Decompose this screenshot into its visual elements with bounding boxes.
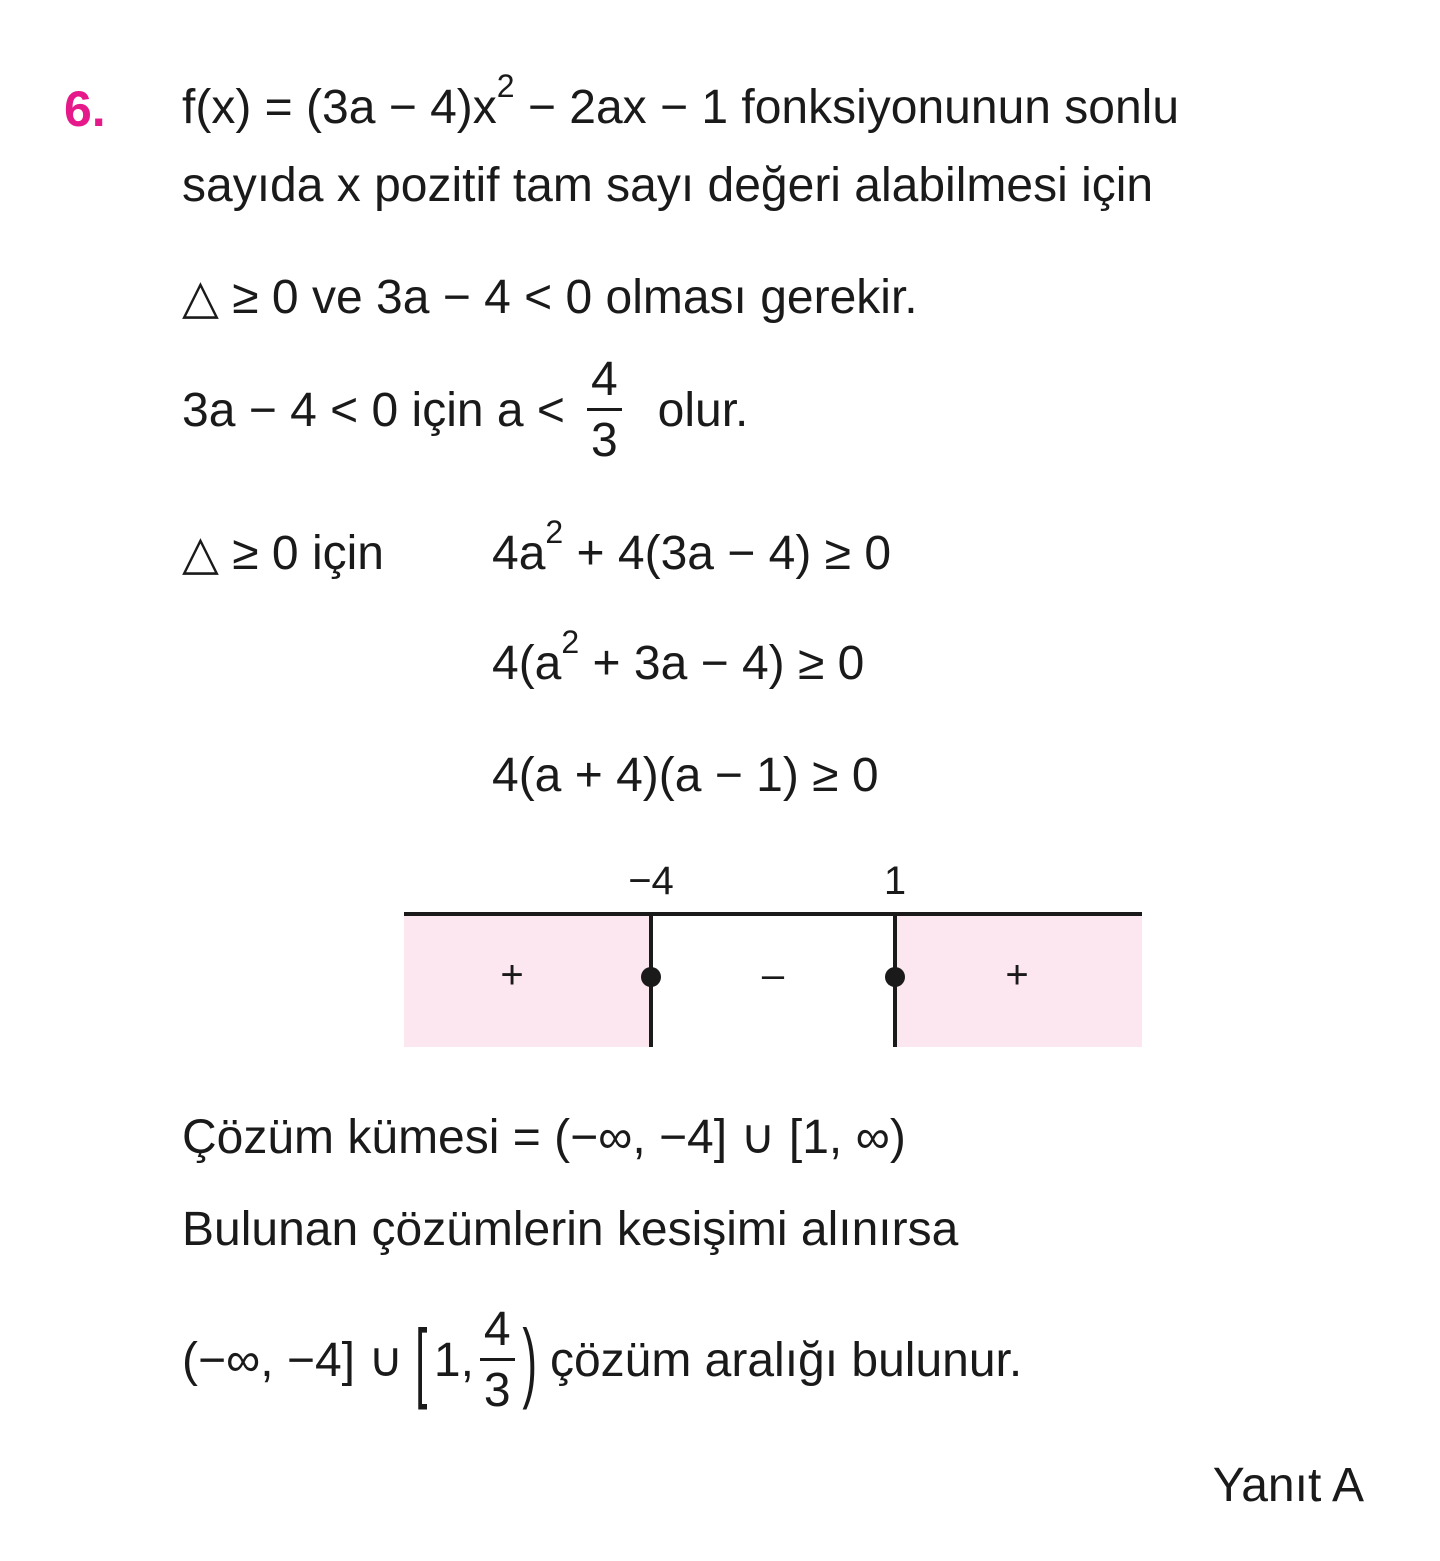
problem-statement-line-2: sayıda x pozitif tam sayı değeri alabilmesi için (182, 159, 1154, 212)
step-1-inequality: 3a − 4 < 0 için a < (182, 383, 565, 437)
equation-2 (492, 624, 865, 690)
root-dot-left (641, 967, 661, 987)
final-interval-part-2: 1, (433, 1333, 474, 1387)
equation-1-exponent: 2 (545, 514, 564, 550)
sign-chart (400, 850, 1150, 1050)
equation-1-part-1: 4a (492, 527, 546, 580)
fraction-four-thirds (587, 353, 622, 467)
equation-1-part-2: + 4(3a − 4) ≥ 0 (563, 527, 892, 580)
condition-line: △ ≥ 0 ve 3a − 4 < 0 olması gerekir. (182, 271, 918, 324)
final-fraction-four-thirds (480, 1303, 515, 1417)
equation-2-part-1: 4(a (492, 637, 562, 690)
exponent: 2 (496, 68, 515, 104)
solution-set-line: Çözüm kümesi = (−∞, −4] ∪ [1, ∞) (182, 1111, 906, 1164)
equation-2-part-2: + 3a − 4) ≥ 0 (579, 637, 865, 690)
equation-1 (492, 514, 892, 580)
function-definition-part-2: − 2ax − 1 fonksiyonunun sonlu (514, 81, 1180, 134)
step-1-line (182, 353, 749, 467)
sign-middle: – (761, 953, 785, 997)
equation-2-exponent: 2 (561, 624, 580, 660)
problem-number: 6. (64, 81, 106, 137)
equation-3: 4(a + 4)(a − 1) ≥ 0 (492, 749, 879, 802)
final-interval-line (182, 1303, 1023, 1417)
open-bracket: [ (415, 1310, 428, 1410)
root-label-one: 1 (883, 859, 907, 903)
fraction-denominator: 3 (590, 414, 618, 467)
sign-right: + (1005, 953, 1029, 997)
step-1-conclusion: olur. (657, 383, 749, 437)
fraction-numerator: 4 (590, 353, 618, 406)
function-definition-part-1: f(x) = (3a − 4)x (182, 81, 497, 134)
positive-region-left (404, 915, 651, 1047)
final-interval-part-1: (−∞, −4] ∪ (182, 1333, 404, 1387)
answer-label: Yanıt A (1212, 1459, 1364, 1512)
sign-left: + (500, 953, 524, 997)
root-dot-right (885, 967, 905, 987)
final-fraction-numerator: 4 (483, 1303, 511, 1356)
final-interval-part-3: çözüm aralığı bulunur. (549, 1333, 1023, 1387)
final-fraction-denominator: 3 (483, 1364, 511, 1417)
discriminant-label: △ ≥ 0 için (182, 527, 384, 580)
problem-statement-line-1 (182, 68, 1180, 134)
root-label-minus-four: −4 (628, 859, 674, 903)
intersection-line: Bulunan çözümlerin kesişimi alınırsa (182, 1203, 959, 1256)
close-paren: ) (521, 1310, 537, 1410)
